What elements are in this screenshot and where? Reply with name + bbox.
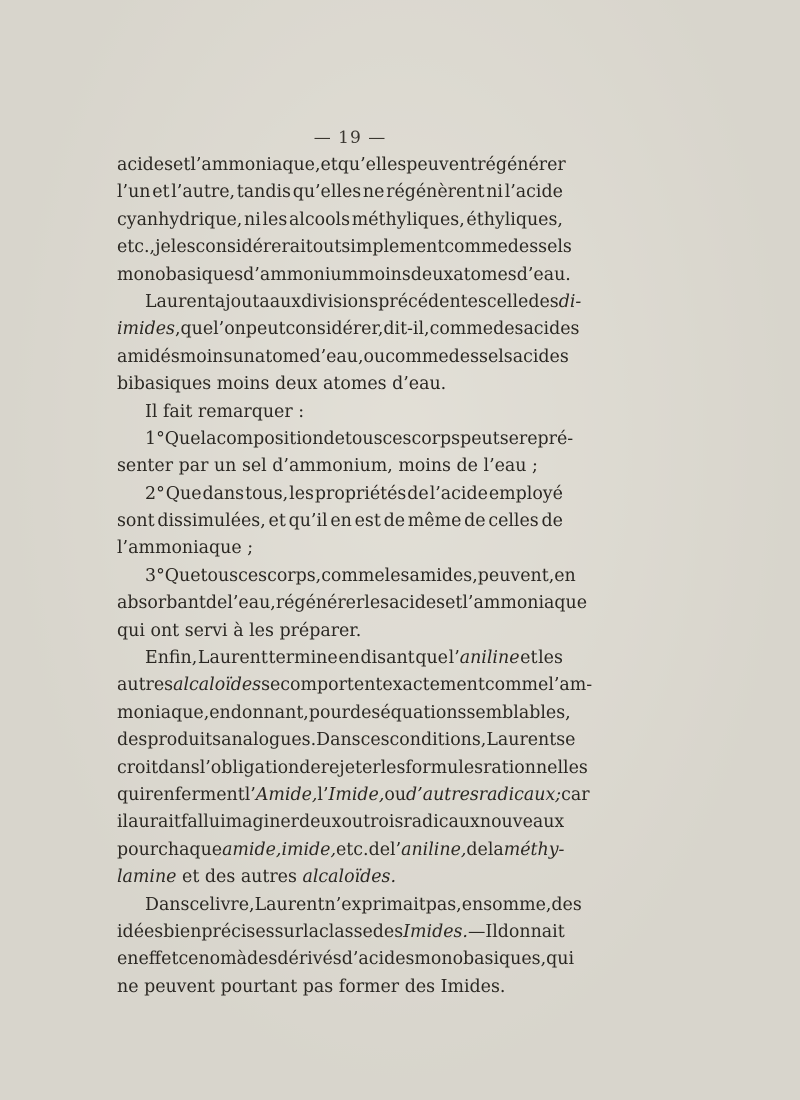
word: amidés xyxy=(117,346,180,367)
word: conditions, xyxy=(389,730,487,751)
word: semblables, xyxy=(466,702,571,723)
page-number: — 19 — xyxy=(313,128,387,148)
word: l’am- xyxy=(548,675,593,696)
word: des xyxy=(117,730,148,751)
word: pour xyxy=(308,702,350,723)
word: l’ammoniaque xyxy=(117,538,242,559)
word: chaque xyxy=(158,839,223,860)
word: d’acides xyxy=(341,949,415,970)
text-line xyxy=(117,892,582,919)
text-line xyxy=(117,727,576,754)
word: en xyxy=(209,702,231,723)
word: des xyxy=(204,867,236,888)
word: de xyxy=(368,839,391,860)
text-line xyxy=(117,426,574,453)
word: d’eau. xyxy=(516,264,571,285)
text-line xyxy=(117,207,563,234)
word: ; xyxy=(532,456,538,477)
word: Laurent xyxy=(145,291,215,312)
word: comme xyxy=(385,346,449,367)
word: pas xyxy=(302,976,334,997)
word: ces xyxy=(360,730,390,751)
word: des xyxy=(493,319,524,340)
word: radicaux xyxy=(403,812,480,833)
word: Imides. xyxy=(440,976,506,997)
word: l’autre, xyxy=(171,182,236,203)
word: des xyxy=(551,894,582,915)
word: sur xyxy=(274,921,304,942)
word: dit-il, xyxy=(383,319,430,340)
text-line xyxy=(117,864,563,891)
word: et xyxy=(268,511,286,532)
word: monobasiques, xyxy=(414,949,547,970)
word: moins xyxy=(179,346,233,367)
word: cyanhydrique, xyxy=(117,209,243,230)
word: ni xyxy=(244,209,261,230)
word: former xyxy=(338,976,400,997)
word: pour xyxy=(117,839,159,860)
word: la xyxy=(487,839,504,860)
word: tous, xyxy=(245,483,289,504)
word: alcaloïdes xyxy=(173,675,262,696)
text-line xyxy=(117,782,590,809)
text-line xyxy=(117,179,563,206)
word: autres xyxy=(117,675,174,696)
word: alcools xyxy=(288,209,351,230)
word: l’ammoniaque xyxy=(462,593,588,614)
word: régénèrent xyxy=(386,182,485,203)
word: moins xyxy=(358,264,411,285)
word: il xyxy=(117,812,129,833)
word: imaginer xyxy=(220,812,299,833)
word: d’autres xyxy=(406,784,479,805)
body-text xyxy=(117,152,593,1001)
word: somme, xyxy=(483,894,552,915)
word: effet xyxy=(138,949,179,970)
word: acides xyxy=(523,319,580,340)
word: et xyxy=(320,155,338,175)
word: d’ammonium xyxy=(243,264,359,285)
word: Il xyxy=(485,921,498,942)
word: senter xyxy=(117,456,174,477)
word: de xyxy=(464,511,486,532)
word: formules xyxy=(405,757,484,778)
text-line xyxy=(117,152,566,179)
word: se xyxy=(499,428,519,449)
word: un xyxy=(232,346,255,367)
word: l’aniline, xyxy=(390,839,467,860)
word: les xyxy=(289,483,314,504)
word: ; xyxy=(247,538,254,559)
text-line xyxy=(117,289,582,316)
word: est xyxy=(354,511,381,532)
text-line xyxy=(117,590,588,617)
word: deux xyxy=(410,264,454,285)
word: et xyxy=(173,155,191,175)
word: atomes xyxy=(323,374,387,395)
text-line xyxy=(117,453,563,480)
word: Enfin, xyxy=(145,648,198,669)
word: considérer, xyxy=(285,319,384,340)
text-line xyxy=(117,672,593,699)
word: des xyxy=(404,976,436,997)
word: nom xyxy=(198,949,237,970)
text-line xyxy=(117,399,563,426)
word: remarquer xyxy=(197,401,293,422)
word: fallu xyxy=(180,812,221,833)
word: de xyxy=(407,483,429,504)
word: ont xyxy=(150,620,180,641)
word: fait xyxy=(163,401,193,422)
word: imide, xyxy=(281,839,337,860)
word: la xyxy=(200,428,217,449)
word: renferment xyxy=(144,784,245,805)
word: de xyxy=(456,456,478,477)
word: Laurent xyxy=(254,894,325,915)
text-line xyxy=(117,837,563,864)
word: celles xyxy=(488,511,539,532)
word: croit xyxy=(117,757,159,778)
word: d’ammonium, xyxy=(272,456,393,477)
word: même xyxy=(407,511,462,532)
word: en xyxy=(338,648,360,669)
word: ces xyxy=(238,565,268,586)
word: absorbant xyxy=(117,593,206,614)
word: tout xyxy=(305,237,342,258)
text-line xyxy=(117,974,563,1001)
word: des xyxy=(507,237,539,258)
word: l’eau xyxy=(483,456,527,477)
word: d’eau, xyxy=(309,346,364,367)
word: les xyxy=(364,593,390,614)
word: de xyxy=(541,511,563,532)
word: alcaloïdes. xyxy=(302,867,396,888)
word: régénérer xyxy=(275,593,365,614)
word: en xyxy=(554,565,576,586)
word: des xyxy=(528,291,559,312)
word: qu’elles xyxy=(337,155,407,175)
word: acides xyxy=(389,593,446,614)
word: comme xyxy=(321,565,385,586)
text-line xyxy=(117,919,563,946)
word: amide, xyxy=(222,839,282,860)
word: les xyxy=(170,237,196,258)
word: celle xyxy=(486,291,529,312)
word: qu’il xyxy=(288,511,328,532)
word: ce xyxy=(178,949,199,970)
word: l’obligation xyxy=(199,757,300,778)
word: pas, xyxy=(425,894,462,915)
word: l’Imide, xyxy=(317,784,385,805)
word: moniaque, xyxy=(117,702,210,723)
word: ou xyxy=(384,784,407,805)
word: Dans xyxy=(145,894,190,915)
text-line xyxy=(117,700,571,727)
word: — xyxy=(467,921,486,942)
word: les xyxy=(249,620,274,641)
word: comme xyxy=(484,675,549,696)
word: et xyxy=(182,867,200,888)
word: aurait xyxy=(128,812,181,833)
word: tous xyxy=(344,428,383,449)
word: en xyxy=(461,894,484,915)
word: acides xyxy=(117,155,174,175)
word: livre, xyxy=(209,894,255,915)
word: di- xyxy=(558,291,582,312)
word: Il xyxy=(145,401,158,422)
word: des xyxy=(372,921,404,942)
word: ou xyxy=(363,346,386,367)
text-line xyxy=(117,755,588,782)
word: n’exprimait xyxy=(324,894,426,915)
word: l’ammoniaque, xyxy=(190,155,321,175)
word: ces xyxy=(382,428,412,449)
word: etc., xyxy=(117,237,156,258)
word: dans xyxy=(202,483,245,504)
word: régénérer xyxy=(477,155,566,175)
word: se xyxy=(556,730,576,751)
word: la xyxy=(303,921,319,942)
word: disant xyxy=(360,648,415,669)
word: de xyxy=(299,757,321,778)
word: moins xyxy=(398,456,451,477)
word: comme xyxy=(444,237,508,258)
word: les xyxy=(262,209,288,230)
word: que xyxy=(180,319,214,340)
word: produits xyxy=(147,730,222,751)
word: Laurent xyxy=(486,730,557,751)
word: peuvent xyxy=(144,976,215,997)
text-line xyxy=(117,645,563,672)
word: Imides. xyxy=(403,921,468,942)
word: bien xyxy=(163,921,202,942)
word: 3° xyxy=(145,565,165,586)
word: méthyliques, xyxy=(351,209,465,230)
text-line xyxy=(117,563,576,590)
word: simplement xyxy=(341,237,445,258)
word: d’eau. xyxy=(392,374,447,395)
word: ni xyxy=(486,182,503,203)
word: aux xyxy=(269,291,302,312)
word: tous xyxy=(200,565,239,586)
word: qui xyxy=(117,784,145,805)
word: car xyxy=(561,784,590,805)
word: ce xyxy=(189,894,210,915)
word: dérivés xyxy=(277,949,342,970)
word: l’aniline xyxy=(448,648,520,669)
word: qui xyxy=(546,949,575,970)
word: atome xyxy=(254,346,310,367)
word: de xyxy=(383,511,406,532)
word: ne xyxy=(362,182,385,203)
text-line xyxy=(117,535,563,562)
word: ne xyxy=(117,976,139,997)
word: méthy- xyxy=(503,839,565,860)
word: peut xyxy=(460,428,500,449)
text-line xyxy=(117,344,569,371)
word: divisions xyxy=(301,291,379,312)
word: par xyxy=(178,456,209,477)
word: préparer. xyxy=(279,620,362,641)
word: l’on xyxy=(213,319,246,340)
word: Que xyxy=(164,565,201,586)
text-line xyxy=(117,262,571,289)
word: 2° xyxy=(145,483,165,504)
word: atomes xyxy=(453,264,517,285)
word: en xyxy=(330,511,352,532)
word: peuvent xyxy=(406,155,478,175)
text-line xyxy=(117,508,563,535)
word: nouveaux xyxy=(479,812,565,833)
word: l’eau, xyxy=(227,593,276,614)
word: de xyxy=(323,428,345,449)
word: Que xyxy=(164,428,201,449)
text-line xyxy=(117,618,563,645)
word: l’un xyxy=(117,182,151,203)
word: en xyxy=(117,949,139,970)
word: radicaux xyxy=(478,784,556,805)
word: les xyxy=(538,648,563,669)
word: l’Amide, xyxy=(244,784,318,805)
text-line xyxy=(117,481,563,508)
word: Laurent xyxy=(197,648,268,669)
word: Dans xyxy=(316,730,361,751)
word: trois xyxy=(363,812,404,833)
word: moins xyxy=(216,374,270,395)
word: peut xyxy=(245,319,286,340)
word: que xyxy=(415,648,448,669)
word: 1° xyxy=(145,428,165,449)
text-line xyxy=(117,316,580,343)
word: sels xyxy=(479,346,513,367)
word: repré- xyxy=(518,428,574,449)
word: peuvent, xyxy=(477,565,555,586)
word: : xyxy=(298,401,305,422)
text-line xyxy=(117,946,575,973)
word: deux xyxy=(299,812,342,833)
word: des xyxy=(448,346,480,367)
word: dans xyxy=(158,757,200,778)
word: ajouta xyxy=(214,291,270,312)
word: amides, xyxy=(409,565,478,586)
word: ou xyxy=(341,812,364,833)
word: donnait xyxy=(497,921,565,942)
word: rationnelles xyxy=(483,757,588,778)
word: autres xyxy=(240,867,297,888)
word: et xyxy=(152,182,170,203)
word: monobasiques xyxy=(117,264,244,285)
word: Que xyxy=(165,483,202,504)
word: deux xyxy=(275,374,318,395)
word: employé xyxy=(488,483,563,504)
word: je xyxy=(155,237,171,258)
word: éthyliques, xyxy=(466,209,563,230)
word: comme xyxy=(429,319,494,340)
word: tandis xyxy=(236,182,291,203)
word: servi xyxy=(184,620,228,641)
word: donnant, xyxy=(230,702,309,723)
word: de xyxy=(466,839,488,860)
word: qu’elles xyxy=(292,182,362,203)
word: précédentes xyxy=(378,291,487,312)
word: de xyxy=(205,593,228,614)
word: idées xyxy=(117,921,164,942)
word: etc. xyxy=(336,839,369,860)
word: précises xyxy=(201,921,275,942)
text-line xyxy=(117,234,572,261)
word: des xyxy=(349,702,381,723)
word: un xyxy=(213,456,237,477)
word: acides xyxy=(512,346,569,367)
word: les xyxy=(380,757,406,778)
word: corps, xyxy=(267,565,322,586)
word: l’acide xyxy=(504,182,563,203)
word: imides, xyxy=(117,319,181,340)
word: équations xyxy=(380,702,467,723)
word: pourtant xyxy=(220,976,298,997)
text-line xyxy=(117,809,563,836)
word: sels xyxy=(538,237,572,258)
word: classe xyxy=(318,921,373,942)
word: propriétés xyxy=(314,483,407,504)
word: exactement xyxy=(382,675,485,696)
word: termine xyxy=(268,648,338,669)
word: sel xyxy=(241,456,267,477)
word: lamine xyxy=(117,867,177,888)
word: ; xyxy=(555,784,562,805)
word: et xyxy=(520,648,538,669)
word: comportent xyxy=(280,675,383,696)
word: corps xyxy=(411,428,461,449)
word: à xyxy=(233,620,244,641)
word: l’acide xyxy=(429,483,488,504)
word: analogues. xyxy=(221,730,317,751)
word: et xyxy=(445,593,463,614)
word: les xyxy=(384,565,410,586)
word: qui xyxy=(117,620,145,641)
word: composition xyxy=(216,428,324,449)
text-line xyxy=(117,371,563,398)
word: des xyxy=(247,949,278,970)
word: à xyxy=(236,949,248,970)
word: considérerai xyxy=(195,237,306,258)
word: dissimulées, xyxy=(157,511,266,532)
word: sont xyxy=(117,511,155,532)
word: se xyxy=(261,675,281,696)
word: bibasiques xyxy=(117,374,212,395)
word: rejeter xyxy=(320,757,381,778)
